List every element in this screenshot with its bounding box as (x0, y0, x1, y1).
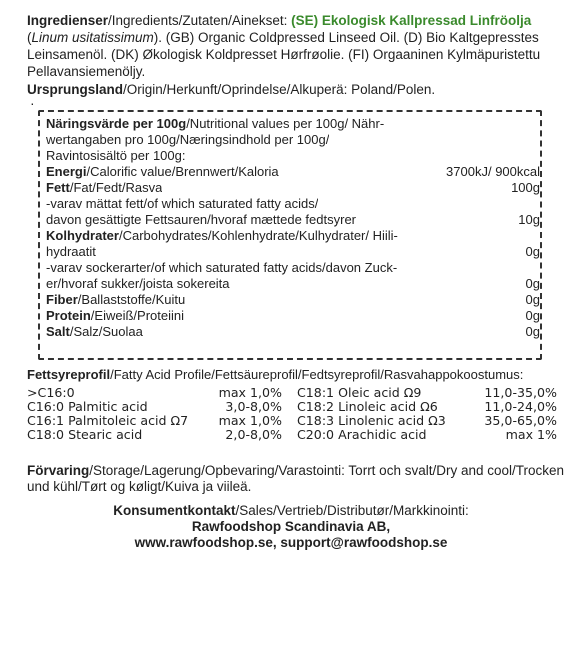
nutrition-label-text: -varav mättat fett/of which saturated fatty acids/ (46, 196, 319, 211)
nutrition-label-text: hydraatit (46, 244, 96, 259)
fatty-acid-value: max 1,0% (218, 385, 282, 400)
nutrition-value: 10g (518, 212, 540, 227)
fatty-acid-name: C18:1 Oleic acid Ω9 (297, 385, 422, 400)
nutrition-label-text: /Nutritional values per 100g/ Nähr- (186, 116, 385, 131)
nutrition-value: 0g (525, 308, 540, 323)
nutrition-value: 3700kJ/ 900kcal (446, 164, 540, 179)
nutrition-label-text: /Fat/Fedt/Rasva (69, 180, 163, 195)
storage-label: Förvaring (27, 463, 90, 478)
fatty-acid-value: max 1% (505, 427, 557, 442)
nutrition-value: 0g (525, 324, 540, 339)
nutrition-row (46, 308, 540, 324)
latin-name: Linum usitatissimum (31, 30, 154, 45)
nutrition-label (46, 132, 329, 148)
nutrition-row (46, 180, 540, 196)
nutrition-value: 0g (525, 276, 540, 291)
nutrition-label-bold: Protein (46, 308, 91, 323)
nutrition-label-bold: Kolhydrater (46, 228, 119, 243)
web-email: www.rawfoodshop.se, support@rawfoodshop.se (134, 535, 448, 550)
fatty-acid-label: Fettsyreprofil (27, 367, 111, 382)
nutrition-label-bold: Fiber (46, 292, 78, 307)
nutrition-row (46, 276, 540, 292)
nutrition-row (46, 212, 540, 228)
nutrition-label (46, 308, 184, 324)
nutrition-label (46, 260, 397, 276)
nutrition-label (46, 196, 318, 212)
nutrition-label (46, 292, 185, 308)
fatty-acid-value: 11,0-24,0% (484, 399, 557, 414)
nutrition-label (46, 148, 185, 164)
nutrition-label (46, 164, 279, 180)
fatty-acid-table (27, 386, 557, 442)
nutrition-row (46, 228, 540, 244)
nutrition-label-bold: Energi (46, 164, 87, 179)
fatty-acid-value: 3,0-8,0% (225, 399, 282, 414)
nutrition-row (46, 148, 540, 164)
nutrition-row (46, 196, 540, 212)
nutrition-label-bold: Fett (46, 180, 70, 195)
contact-label: Konsumentkontakt (113, 503, 236, 518)
nutrition-value: 100g (511, 180, 540, 195)
nutrition-label-text: er/hvoraf sukker/joista sokereita (46, 276, 230, 291)
nutrition-label-text: /Ballaststoffe/Kuitu (77, 292, 186, 307)
fatty-acid-translations: /Fatty Acid Profile/Fettsäureprofil/Fedtsyreprofil/Rasvahappokoostumus: (110, 367, 524, 382)
storage-text: /Storage/Lagerung/Opbevaring/Varastointi: Torrt och svalt/Dry and cool/Trocken und kühl/Tørt og køligt/Kuiva ja viileä. (27, 463, 565, 494)
nutrition-row (46, 244, 540, 260)
nutrition-label-text: wertangaben pro 100g/Næringsindhold per 100g/ (46, 132, 330, 147)
ingredients-paragraph: Ingredienser/Ingredients/Zutaten/Ainekset: (SE) Ekologisk Kallpressad Linfröolja (Linum usitatissimum). (GB) Organic Coldpressed Linseed Oil. (D) Bio Kaltgepresstes Leinsamenöl. (DK) Økologisk Koldpresset Hørfrøolie. (FI) Orgaaninen Kylmäpuristettu Pellavansiemenöljy. (27, 13, 541, 79)
contact-line (0, 503, 582, 519)
nutrition-row (46, 116, 540, 132)
nutrition-value: 0g (525, 292, 540, 307)
ingredients-label-translations: /Ingredients/Zutaten/Ainekset: (108, 13, 288, 28)
fatty-acid-value: max 1,0% (218, 413, 282, 428)
product-name: (SE) Ekologisk Kallpressad Linfröolja (291, 13, 532, 28)
origin-label: Ursprungsland (27, 82, 124, 97)
storage-paragraph (27, 463, 567, 495)
nutrition-label (46, 116, 384, 132)
fatty-acid-cell (297, 414, 557, 428)
origin-text: /Origin/Herkunft/Oprindelse/Alkuperä: Poland/Polen. (123, 82, 436, 97)
nutrition-label-text: /Eiweiß/Proteiini (90, 308, 184, 323)
nutrition-label-text: Ravintosisältö per 100g: (46, 148, 186, 163)
fatty-acid-name: C16:1 Palmitoleic acid Ω7 (27, 413, 189, 428)
nutrition-row (46, 292, 540, 308)
fatty-acid-cell (27, 386, 297, 400)
fatty-acid-cell (27, 414, 297, 428)
fatty-acid-cell (297, 428, 557, 442)
fatty-acid-row (27, 414, 557, 428)
nutrition-label-text: /Carbohydrates/Kohlenhydrate/Kulhydrater/ Hiili- (118, 228, 398, 243)
company-name: Rawfoodshop Scandinavia AB, (191, 519, 391, 534)
fatty-acid-name: C20:0 Arachidic acid (297, 427, 427, 442)
fatty-acid-name: C18:2 Linoleic acid Ω6 (297, 399, 438, 414)
fatty-acid-cell (27, 400, 297, 414)
fatty-acid-value: 11,0-35,0% (484, 385, 557, 400)
nutrition-row (46, 260, 540, 276)
nutrition-label-text: davon gesättigte Fettsauren/hvoraf mættede fedtsyrer (46, 212, 357, 227)
contact-block (0, 503, 582, 551)
fatty-acid-name: >C16:0 (27, 385, 75, 400)
nutrition-label (46, 228, 398, 244)
nutrition-label (46, 212, 356, 228)
nutrition-label-bold: Näringsvärde per 100g (46, 116, 187, 131)
nutrition-label-text: /Calorific value/Brennwert/Kaloria (86, 164, 279, 179)
ingredients-label: Ingredienser (27, 13, 109, 28)
nutrition-label-text: /Salz/Suolaa (69, 324, 143, 339)
nutrition-row (46, 132, 540, 148)
nutrition-label (46, 276, 230, 292)
nutrition-table (46, 116, 540, 340)
fatty-acid-value: 35,0-65,0% (484, 413, 557, 428)
nutrition-label-text: -varav sockerarter/of which saturated fatty acids/davon Zuck- (46, 260, 398, 275)
nutrition-label-bold: Salt (46, 324, 70, 339)
nutrition-row (46, 164, 540, 180)
nutrition-label (46, 244, 96, 260)
fatty-acid-name: C16:0 Palmitic acid (27, 399, 148, 414)
fatty-acid-cell (27, 428, 297, 442)
nutrition-label (46, 180, 162, 196)
nutrition-row (46, 324, 540, 340)
nutrition-value: 0g (525, 244, 540, 259)
fatty-acid-name: C18:3 Linolenic acid Ω3 (297, 413, 446, 428)
fatty-acid-name: C18:0 Stearic acid (27, 427, 143, 442)
fatty-acid-value: 2,0-8,0% (225, 427, 282, 442)
fatty-acid-row (27, 400, 557, 414)
bullet-dot: · (30, 95, 35, 111)
nutrition-label (46, 324, 143, 340)
ingredients-text: ). (GB) Organic Coldpressed Linseed Oil. (D) Bio Kaltgepresstes Leinsamenöl. (DK) Økologisk Koldpresset Hørfrøolie. (FI) Orgaaninen Kylmäpuristettu Pellavansiemenöljy. (27, 30, 541, 79)
fatty-acid-heading (27, 367, 523, 383)
fatty-acid-cell (297, 386, 557, 400)
fatty-acid-cell (297, 400, 557, 414)
contact-translations: /Sales/Vertrieb/Distributør/Markkinointi: (235, 503, 469, 518)
fatty-acid-row (27, 428, 557, 442)
fatty-acid-row (27, 386, 557, 400)
origin-line (27, 81, 562, 98)
